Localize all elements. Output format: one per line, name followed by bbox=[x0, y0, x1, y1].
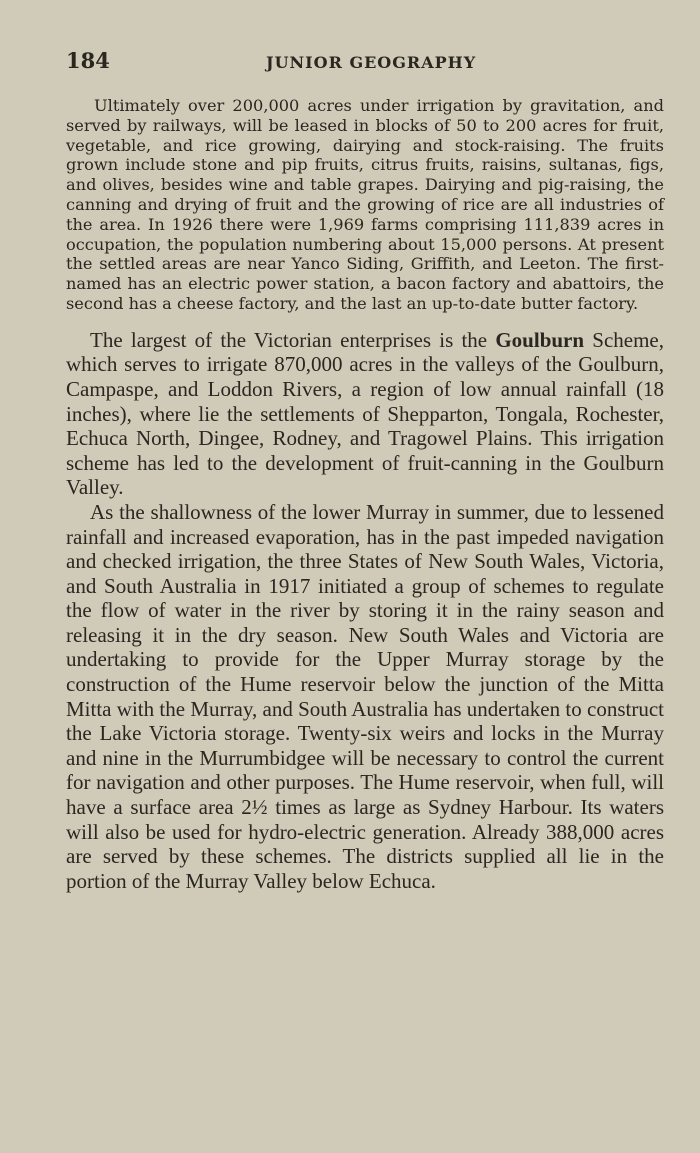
paragraph-text: The largest of the Victorian enterprises is the bbox=[90, 327, 496, 352]
paragraph-text: Scheme, which serves to irrigate 870,000 acres in the valleys of the Goulburn, Campaspe, and Loddon Rivers, a region of low annual rainfall (18 inches), where lie the settlements of Shepparton, Tongala, Rochester, Echuca North, Dingee, Rodney, and Tragowel Plains. This irrigation scheme has led to the development of fruit-canning in the Goulburn Valley. bbox=[66, 327, 664, 500]
page-number: 184 bbox=[66, 48, 110, 73]
bold-term: Goulburn bbox=[495, 327, 585, 352]
page-body bbox=[66, 96, 664, 893]
running-title: JUNIOR GEOGRAPHY bbox=[266, 53, 477, 72]
paragraph-murray-schemes: As the shallowness of the lower Murray in summer, due to lessened rainfall and increased evaporation, has in the past impeded navigation and checked irrigation, the three States of New South Wales, Victoria, and South Australia in 1917 initiated a group of schemes to regulate the flow of water in the river by storing it in the rainy season and releasing it in the dry season. New South Wales and Victoria are undertaking to provide for the Upper Murray storage by the construction of the Hume reservoir below the junction of the Mitta Mitta with the Murray, and South Australia has undertaken to construct the Lake Victoria storage. Twenty-six weirs and locks in the Murray and nine in the Murrumbidgee will be necessary to control the current for navigation and other purposes. The Hume reservoir, when full, will have a surface area 2½ times as large as Sydney Harbour. Its waters will also be used for hydro-electric generation. Already 388,000 acres are served by these schemes. The districts supplied all lie in the portion of the Murray Valley below Echuca. bbox=[66, 499, 664, 893]
paragraph-goulburn-scheme bbox=[66, 328, 664, 500]
page-header bbox=[66, 48, 660, 78]
paragraph-irrigation-areas: Ultimately over 200,000 acres under irrigation by gravitation, and served by railways, will be leased in blocks of 50 to 200 acres for fruit, vegetable, and rice growing, dairying and stock-raising. The fruits grown include stone and pip fruits, citrus fruits, raisins, sultanas, figs, and olives, besides wine and table grapes. Dairying and pig-raising, the canning and drying of fruit and the growing of rice are all industries of the area. In 1926 there were 1,969 farms comprising 111,839 acres in occupation, the population numbering about 15,000 persons. At present the settled areas are near Yanco Siding, Griffith, and Leeton. The first-named has an electric power station, a bacon factory and abattoirs, the second has a cheese factory, and the last an up-to-date butter factory. bbox=[66, 96, 664, 313]
